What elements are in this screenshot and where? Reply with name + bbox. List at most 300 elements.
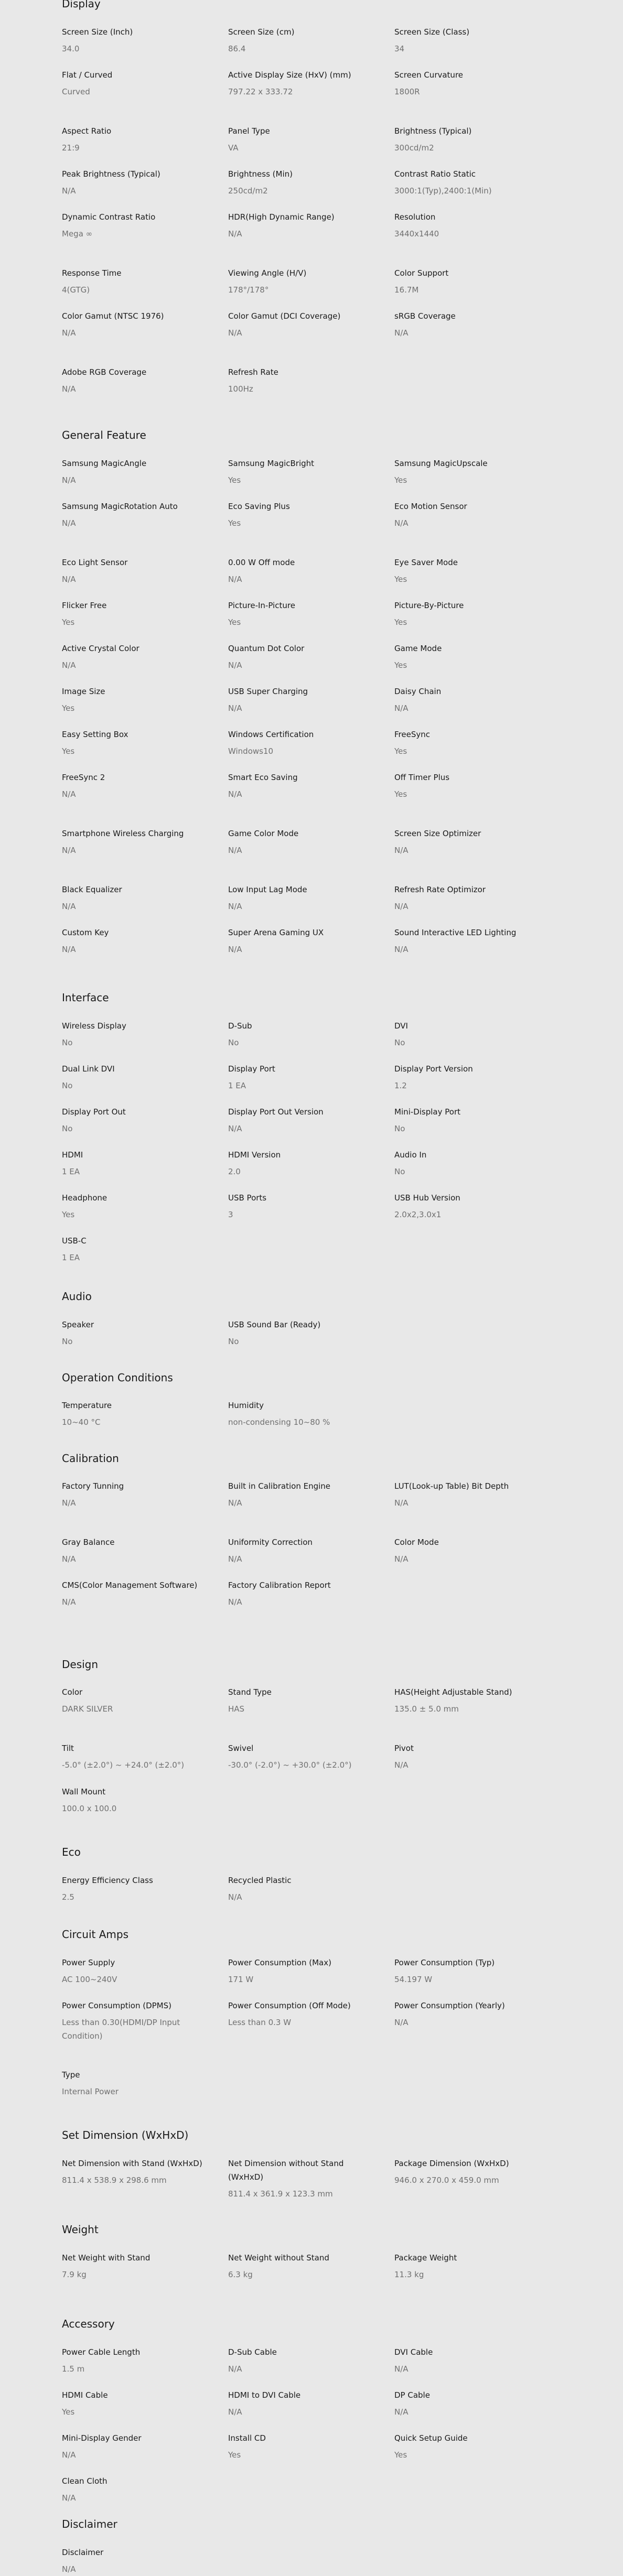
- spec-item: [228, 2388, 370, 2419]
- spec-label: Swivel: [228, 1744, 254, 1753]
- spec-label: Dual Link DVI: [62, 1064, 115, 1074]
- spec-value: No: [62, 1081, 73, 1090]
- spec-item: [394, 2251, 536, 2281]
- spec-item: [228, 457, 370, 487]
- spec-value: N/A: [62, 902, 76, 911]
- spec-value: N/A: [394, 328, 409, 338]
- spec-item: [394, 210, 536, 241]
- section-title-disclaimer: Disclaimer: [62, 2518, 117, 2530]
- spec-item: [228, 1741, 370, 1772]
- spec-value: No: [62, 1038, 73, 1047]
- spec-label: Energy Efficiency Class: [62, 1876, 153, 1885]
- spec-label: Flicker Free: [62, 601, 107, 610]
- spec-value: AC 100~240V: [62, 1975, 117, 1984]
- spec-item: [62, 500, 203, 530]
- spec-item: [62, 599, 203, 629]
- spec-value: Curved: [62, 87, 90, 96]
- spec-label: Color Gamut (DCI Coverage): [228, 311, 341, 321]
- spec-value: N/A: [62, 846, 76, 855]
- spec-value: 34.0: [62, 44, 80, 53]
- spec-item: [228, 1999, 370, 2029]
- spec-label: Black Equalizer: [62, 885, 122, 894]
- spec-label: Mini-Display Port: [394, 1107, 460, 1117]
- spec-item: [228, 685, 370, 715]
- spec-value: N/A: [394, 1498, 409, 1508]
- spec-label: Mini-Display Gender: [62, 2433, 142, 2443]
- spec-value: 6.3 kg: [228, 2270, 253, 2279]
- spec-label: Clean Cloth: [62, 2476, 108, 2486]
- spec-value: Yes: [394, 661, 407, 670]
- spec-label: Factory Calibration Report: [228, 1581, 331, 1590]
- spec-item: [228, 642, 370, 672]
- spec-value: N/A: [62, 475, 76, 485]
- spec-label: Eco Light Sensor: [62, 558, 128, 567]
- spec-label: Power Cable Length: [62, 2347, 141, 2357]
- spec-item: [228, 124, 370, 155]
- spec-item: [62, 685, 203, 715]
- spec-item: [228, 1685, 370, 1716]
- spec-item: [228, 1191, 370, 1221]
- spec-value: Yes: [228, 518, 241, 528]
- spec-value: Yes: [394, 618, 407, 627]
- spec-label: Quantum Dot Color: [228, 644, 305, 653]
- spec-item: [394, 1019, 536, 1049]
- spec-label: Flat / Curved: [62, 70, 113, 80]
- spec-label: USB Hub Version: [394, 1193, 460, 1203]
- spec-value: 1 EA: [62, 1167, 80, 1176]
- spec-item: [62, 1535, 203, 1566]
- spec-label: Display Port Out: [62, 1107, 126, 1117]
- spec-label: Smart Eco Saving: [228, 773, 298, 782]
- spec-label: Resolution: [394, 212, 436, 222]
- spec-label: Refresh Rate: [228, 367, 278, 377]
- spec-label: Samsung MagicAngle: [62, 459, 147, 468]
- spec-value: Yes: [62, 703, 75, 713]
- spec-item: [62, 365, 203, 396]
- spec-value: 1800R: [394, 87, 420, 96]
- spec-label: Screen Size (Inch): [62, 27, 133, 37]
- spec-value: N/A: [394, 2364, 409, 2374]
- spec-value: HAS: [228, 1704, 245, 1714]
- spec-value: N/A: [228, 789, 242, 799]
- spec-item: [62, 68, 203, 99]
- spec-item: [62, 1685, 203, 1716]
- spec-label: Aspect Ratio: [62, 126, 112, 136]
- spec-value: 135.0 ± 5.0 mm: [394, 1704, 459, 1714]
- spec-item: [62, 926, 203, 956]
- spec-value: N/A: [394, 703, 409, 713]
- spec-item: [62, 266, 203, 297]
- spec-item: [228, 1019, 370, 1049]
- spec-label: Power Consumption (DPMS): [62, 2001, 171, 2010]
- spec-label: USB Super Charging: [228, 687, 308, 696]
- spec-item: [394, 599, 536, 629]
- spec-item: [62, 1019, 203, 1049]
- spec-value: N/A: [228, 661, 242, 670]
- spec-value: N/A: [62, 575, 76, 584]
- spec-value: N/A: [394, 2018, 409, 2027]
- spec-label: CMS(Color Management Software): [62, 1581, 198, 1590]
- spec-label: Color Mode: [394, 1538, 439, 1547]
- spec-item: [394, 728, 536, 758]
- spec-value: Yes: [62, 618, 75, 627]
- spec-item: [394, 68, 536, 99]
- spec-label: Windows Certification: [228, 730, 314, 739]
- spec-item: [394, 1956, 536, 1986]
- spec-value: Yes: [62, 2407, 75, 2417]
- spec-value: non-condensing 10~80 %: [228, 1417, 330, 1427]
- spec-item: [62, 1318, 203, 1348]
- spec-value: N/A: [228, 2364, 242, 2374]
- spec-item: [62, 556, 203, 586]
- section-title-circuit-amps: Circuit Amps: [62, 1928, 129, 1941]
- section-title-operation-conditions: Operation Conditions: [62, 1371, 173, 1384]
- spec-item: [62, 642, 203, 672]
- spec-label: Display Port Version: [394, 1064, 473, 1074]
- spec-value: Yes: [394, 575, 407, 584]
- spec-value: N/A: [62, 518, 76, 528]
- spec-item: [228, 2157, 370, 2201]
- spec-label: Contrast Ratio Static: [394, 169, 476, 179]
- spec-value: N/A: [62, 661, 76, 670]
- spec-item: [394, 2431, 536, 2462]
- spec-label: Easy Setting Box: [62, 730, 128, 739]
- spec-item: [62, 1234, 203, 1264]
- spec-item: [394, 2388, 536, 2419]
- spec-item: [394, 1148, 536, 1178]
- spec-item: [62, 1741, 203, 1772]
- spec-item: [62, 1479, 203, 1510]
- spec-value: 171 W: [228, 1975, 254, 1984]
- spec-value: 10~40 °C: [62, 1417, 101, 1427]
- spec-label: Quick Setup Guide: [394, 2433, 468, 2443]
- spec-value: 3000:1(Typ),2400:1(Min): [394, 186, 492, 196]
- spec-value: No: [62, 1337, 73, 1346]
- spec-value: N/A: [62, 2493, 76, 2503]
- spec-label: Power Consumption (Max): [228, 1958, 331, 1967]
- spec-label: Active Display Size (HxV) (mm): [228, 70, 351, 80]
- spec-label: HDMI Version: [228, 1150, 281, 1160]
- spec-value: Less than 0.3 W: [228, 2018, 292, 2027]
- spec-label: Power Consumption (Off Mode): [228, 2001, 351, 2010]
- spec-item: [62, 1148, 203, 1178]
- spec-value: DARK SILVER: [62, 1704, 113, 1714]
- spec-value: Windows10: [228, 746, 274, 756]
- spec-value: Yes: [394, 746, 407, 756]
- spec-value: N/A: [62, 1597, 76, 1607]
- spec-label: FreeSync: [394, 730, 430, 739]
- spec-item: [228, 926, 370, 956]
- spec-value: 2.5: [62, 1892, 74, 1902]
- section-title-interface: Interface: [62, 991, 109, 1004]
- spec-label: Image Size: [62, 687, 105, 696]
- spec-item: [228, 266, 370, 297]
- spec-item: [228, 68, 370, 99]
- spec-label: 0.00 W Off mode: [228, 558, 295, 567]
- spec-value: N/A: [228, 703, 242, 713]
- spec-value: N/A: [62, 1554, 76, 1564]
- spec-label: sRGB Coverage: [394, 311, 456, 321]
- spec-item: [62, 1956, 203, 1986]
- spec-label: Adobe RGB Coverage: [62, 367, 147, 377]
- spec-value: Internal Power: [62, 2087, 119, 2096]
- spec-value: N/A: [394, 1760, 409, 1770]
- spec-label: Stand Type: [228, 1687, 272, 1697]
- spec-label: Net Weight without Stand: [228, 2253, 329, 2263]
- spec-item: [62, 210, 203, 241]
- section-title-calibration: Calibration: [62, 1452, 119, 1465]
- spec-value: 300cd/m2: [394, 143, 434, 153]
- spec-item: [394, 1741, 536, 1772]
- spec-value: 54.197 W: [394, 1975, 433, 1984]
- spec-value: N/A: [228, 229, 242, 239]
- spec-value: N/A: [228, 1892, 242, 1902]
- spec-item: [228, 309, 370, 340]
- spec-label: Game Mode: [394, 644, 442, 653]
- spec-label: LUT(Look-up Table) Bit Depth: [394, 1481, 509, 1491]
- spec-label: Net Dimension with Stand (WxHxD): [62, 2159, 202, 2168]
- spec-item: [394, 309, 536, 340]
- spec-label: D-Sub Cable: [228, 2347, 277, 2357]
- spec-value: N/A: [394, 1554, 409, 1564]
- spec-value: Yes: [394, 2450, 407, 2460]
- spec-value: 16.7M: [394, 285, 419, 295]
- spec-value: 811.4 x 538.9 x 298.6 mm: [62, 2175, 167, 2185]
- spec-value: 1 EA: [62, 1253, 80, 1262]
- spec-label: Custom Key: [62, 928, 109, 937]
- spec-item: [394, 2157, 536, 2187]
- spec-item: [394, 1191, 536, 1221]
- spec-label: Temperature: [62, 1401, 112, 1410]
- spec-value: No: [228, 1337, 239, 1346]
- section-title-accessory: Accessory: [62, 2318, 115, 2330]
- spec-label: HDMI: [62, 1150, 83, 1160]
- spec-item: [394, 500, 536, 530]
- spec-label: D-Sub: [228, 1021, 252, 1031]
- spec-value: Yes: [228, 475, 241, 485]
- spec-label: Off Timer Plus: [394, 773, 450, 782]
- spec-item: [394, 1535, 536, 1566]
- spec-item: [394, 1062, 536, 1092]
- spec-label: Viewing Angle (H/V): [228, 268, 307, 278]
- spec-label: Picture-By-Picture: [394, 601, 464, 610]
- spec-value: N/A: [228, 846, 242, 855]
- spec-item: [228, 210, 370, 241]
- spec-item: [62, 2068, 203, 2098]
- spec-label: Speaker: [62, 1320, 94, 1329]
- section-title-weight: Weight: [62, 2223, 99, 2236]
- spec-item: [394, 1479, 536, 1510]
- section-title-display: Display: [62, 0, 101, 10]
- spec-value: 797.22 x 333.72: [228, 87, 293, 96]
- spec-item: [228, 883, 370, 913]
- spec-value: N/A: [228, 945, 242, 954]
- section-title-audio: Audio: [62, 1290, 92, 1303]
- spec-value: N/A: [228, 1554, 242, 1564]
- spec-label: Dynamic Contrast Ratio: [62, 212, 156, 222]
- spec-value: N/A: [62, 2564, 76, 2574]
- spec-item: [62, 167, 203, 198]
- spec-value: N/A: [228, 2407, 242, 2417]
- spec-label: DVI: [394, 1021, 408, 1031]
- spec-value: N/A: [228, 328, 242, 338]
- spec-value: N/A: [62, 945, 76, 954]
- spec-item: [62, 2251, 203, 2281]
- spec-value: N/A: [394, 2407, 409, 2417]
- spec-label: FreeSync 2: [62, 773, 105, 782]
- spec-label: Power Consumption (Typ): [394, 1958, 495, 1967]
- spec-item: [228, 1062, 370, 1092]
- spec-label: Display Port Out Version: [228, 1107, 324, 1117]
- spec-item: [394, 883, 536, 913]
- spec-label: Audio In: [394, 1150, 427, 1160]
- spec-item: [394, 771, 536, 801]
- spec-label: Headphone: [62, 1193, 108, 1203]
- spec-value: No: [394, 1124, 405, 1133]
- spec-item: [62, 1399, 203, 1429]
- spec-label: Screen Size (cm): [228, 27, 295, 37]
- spec-label: Color: [62, 1687, 83, 1697]
- spec-value: Yes: [62, 746, 75, 756]
- spec-item: [62, 771, 203, 801]
- spec-item: [394, 1105, 536, 1135]
- spec-item: [228, 2251, 370, 2281]
- section-title-design: Design: [62, 1658, 99, 1671]
- spec-value: 7.9 kg: [62, 2270, 87, 2279]
- spec-value: 100.0 x 100.0: [62, 1804, 117, 1813]
- spec-label: Picture-In-Picture: [228, 601, 295, 610]
- spec-label: Sound Interactive LED Lighting: [394, 928, 517, 937]
- spec-item: [228, 2431, 370, 2462]
- spec-value: 1 EA: [228, 1081, 246, 1090]
- spec-label: Samsung MagicUpscale: [394, 459, 488, 468]
- spec-value: Yes: [394, 789, 407, 799]
- spec-label: HAS(Height Adjustable Stand): [394, 1687, 512, 1697]
- spec-item: [62, 309, 203, 340]
- spec-item: [228, 1148, 370, 1178]
- spec-value: 21:9: [62, 143, 80, 153]
- section-title-set-dimension-wxhxd: Set Dimension (WxHxD): [62, 2129, 189, 2141]
- spec-item: [62, 1874, 203, 1904]
- spec-label: Uniformity Correction: [228, 1538, 313, 1547]
- spec-value: No: [228, 1038, 239, 1047]
- spec-item: [394, 2345, 536, 2376]
- spec-label: HDMI Cable: [62, 2390, 108, 2400]
- spec-item: [228, 2345, 370, 2376]
- spec-value: N/A: [62, 789, 76, 799]
- spec-item: [394, 1999, 536, 2029]
- spec-label: Color Gamut (NTSC 1976): [62, 311, 164, 321]
- spec-label: Power Supply: [62, 1958, 115, 1967]
- spec-item: [62, 1785, 203, 1815]
- spec-label: Screen Curvature: [394, 70, 464, 80]
- spec-item: [394, 556, 536, 586]
- spec-value: N/A: [62, 186, 76, 196]
- spec-value: 1.2: [394, 1081, 407, 1090]
- spec-label: Brightness (Typical): [394, 126, 472, 136]
- spec-value: 2.0: [228, 1167, 241, 1176]
- spec-value: N/A: [228, 1597, 242, 1607]
- spec-label: Smartphone Wireless Charging: [62, 829, 184, 838]
- spec-label: Disclaimer: [62, 2548, 104, 2557]
- spec-value: Yes: [62, 1210, 75, 1219]
- spec-value: 250cd/m2: [228, 186, 268, 196]
- spec-label: Display Port: [228, 1064, 275, 1074]
- section-title-eco: Eco: [62, 1846, 81, 1858]
- spec-value: 11.3 kg: [394, 2270, 424, 2279]
- spec-label: Game Color Mode: [228, 829, 299, 838]
- spec-label: Samsung MagicBright: [228, 459, 315, 468]
- spec-label: Color Support: [394, 268, 449, 278]
- spec-label: Gray Balance: [62, 1538, 115, 1547]
- spec-value: Mega ∞: [62, 229, 93, 239]
- spec-label: Samsung MagicRotation Auto: [62, 502, 178, 511]
- spec-item: [394, 25, 536, 56]
- spec-item: [62, 728, 203, 758]
- spec-label: USB-C: [62, 1236, 87, 1246]
- spec-item: [228, 500, 370, 530]
- spec-label: Screen Size Optimizer: [394, 829, 481, 838]
- spec-value: 2.0x2,3.0x1: [394, 1210, 442, 1219]
- spec-value: 178°/178°: [228, 285, 269, 295]
- spec-label: Eye Saver Mode: [394, 558, 458, 567]
- spec-item: [62, 457, 203, 487]
- spec-item: [394, 1685, 536, 1716]
- spec-value: N/A: [228, 902, 242, 911]
- spec-item: [62, 883, 203, 913]
- spec-value: N/A: [394, 518, 409, 528]
- spec-item: [394, 457, 536, 487]
- spec-item: [62, 1999, 203, 2043]
- spec-item: [228, 827, 370, 857]
- spec-value: N/A: [228, 1124, 242, 1133]
- spec-item: [228, 365, 370, 396]
- spec-value: 811.4 x 361.9 x 123.3 mm: [228, 2189, 333, 2199]
- spec-item: [394, 167, 536, 198]
- spec-label: Refresh Rate Optimizor: [394, 885, 486, 894]
- spec-label: Wireless Display: [62, 1021, 126, 1031]
- spec-label: Low Input Lag Mode: [228, 885, 307, 894]
- spec-item: [228, 1399, 370, 1429]
- spec-item: [62, 827, 203, 857]
- spec-item: [62, 2157, 203, 2187]
- spec-value: No: [394, 1038, 405, 1047]
- spec-item: [394, 827, 536, 857]
- spec-item: [62, 2546, 203, 2576]
- spec-label: Install CD: [228, 2433, 266, 2443]
- spec-item: [228, 167, 370, 198]
- spec-value: N/A: [62, 328, 76, 338]
- spec-label: Screen Size (Class): [394, 27, 470, 37]
- spec-item: [228, 556, 370, 586]
- spec-item: [228, 771, 370, 801]
- spec-value: 1.5 m: [62, 2364, 85, 2374]
- spec-item: [228, 1578, 370, 1609]
- spec-value: VA: [228, 143, 239, 153]
- spec-value: 3: [228, 1210, 233, 1219]
- spec-label: USB Sound Bar (Ready): [228, 1320, 321, 1329]
- spec-label: Humidity: [228, 1401, 264, 1410]
- spec-label: USB Ports: [228, 1193, 267, 1203]
- spec-value: 3440x1440: [394, 229, 439, 239]
- spec-value: No: [394, 1167, 405, 1176]
- spec-value: N/A: [62, 384, 76, 394]
- spec-value: N/A: [62, 2450, 76, 2460]
- spec-value: -30.0° (-2.0°) ~ +30.0° (±2.0°): [228, 1760, 352, 1770]
- spec-value: N/A: [62, 1498, 76, 1508]
- spec-item: [228, 1535, 370, 1566]
- spec-item: [394, 124, 536, 155]
